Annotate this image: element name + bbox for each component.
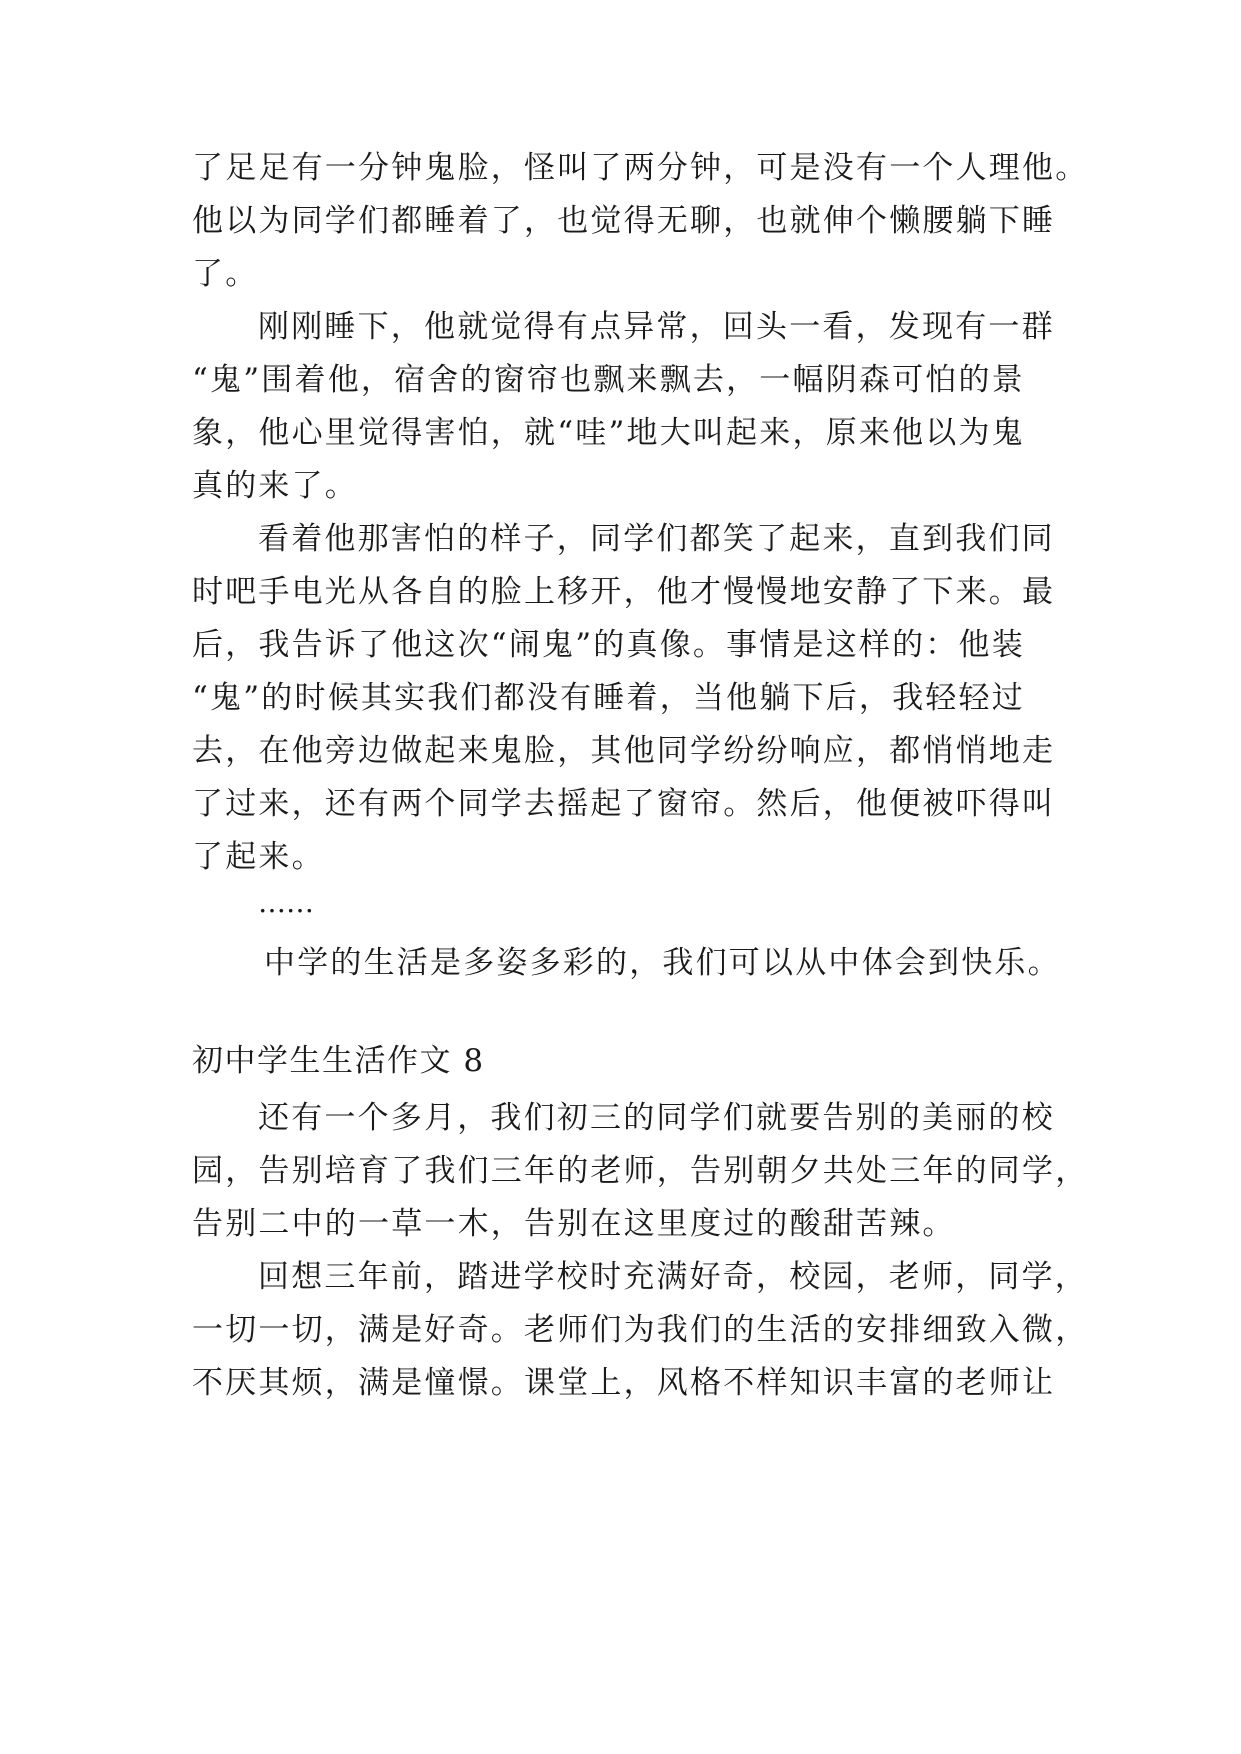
paragraph-line: 时吧手电光从各自的脸上移开，他才慢慢地安静了下来。最: [192, 574, 1056, 610]
paragraph-line: 了起来。: [192, 839, 325, 875]
paragraph-line: 后，我告诉了他这次“闹鬼”的真像。事情是这样的：他装: [192, 627, 1025, 663]
paragraph-line: 了过来，还有两个同学去摇起了窗帘。然后，他便被吓得叫: [192, 786, 1056, 822]
paragraph-line: 还有一个多月，我们初三的同学们就要告别的美丽的校: [258, 1100, 1055, 1136]
paragraph-line: “鬼”围着他，宿舍的窗帘也飘来飘去，一幅阴森可怕的景: [192, 362, 1025, 398]
paragraph-line: 刚刚睡下，他就觉得有点异常，回头一看，发现有一群: [258, 309, 1055, 345]
paragraph-line: 了足足有一分钟鬼脸，怪叫了两分钟，可是没有一个人理他。: [192, 150, 1089, 186]
paragraph-line: 了。: [192, 256, 259, 292]
paragraph-line: 不厌其烦，满是憧憬。课堂上，风格不样知识丰富的老师让: [192, 1365, 1056, 1401]
paragraph-line: 园，告别培育了我们三年的老师，告别朝夕共处三年的同学，: [192, 1153, 1089, 1189]
paragraph-line: “鬼”的时候其实我们都没有睡着，当他躺下后，我轻轻过: [192, 680, 1025, 716]
paragraph-line: 象，他心里觉得害怕，就“哇”地大叫起来，原来他以为鬼: [192, 415, 1025, 451]
paragraph-line: 中学的生活是多姿多彩的，我们可以从中体会到快乐。: [264, 945, 1061, 981]
section-heading: 初中学生生活作文 8: [192, 1043, 485, 1079]
paragraph-line: 他以为同学们都睡着了，也觉得无聊，也就伸个懒腰躺下睡: [192, 203, 1056, 239]
paragraph-line: 一切一切，满是好奇。老师们为我们的生活的安排细致入微，: [192, 1312, 1089, 1348]
paragraph-line: 回想三年前，踏进学校时充满好奇，校园，老师，同学，: [258, 1259, 1088, 1295]
ellipsis-text: ……: [258, 886, 314, 919]
paragraph-line: 真的来了。: [192, 468, 358, 504]
paragraph-line: 去，在他旁边做起来鬼脸，其他同学纷纷响应，都悄悄地走: [192, 733, 1056, 769]
paragraph-line: 告别二中的一草一木，告别在这里度过的酸甜苦辣。: [192, 1206, 956, 1242]
paragraph-line: 看着他那害怕的样子，同学们都笑了起来，直到我们同: [258, 521, 1055, 557]
